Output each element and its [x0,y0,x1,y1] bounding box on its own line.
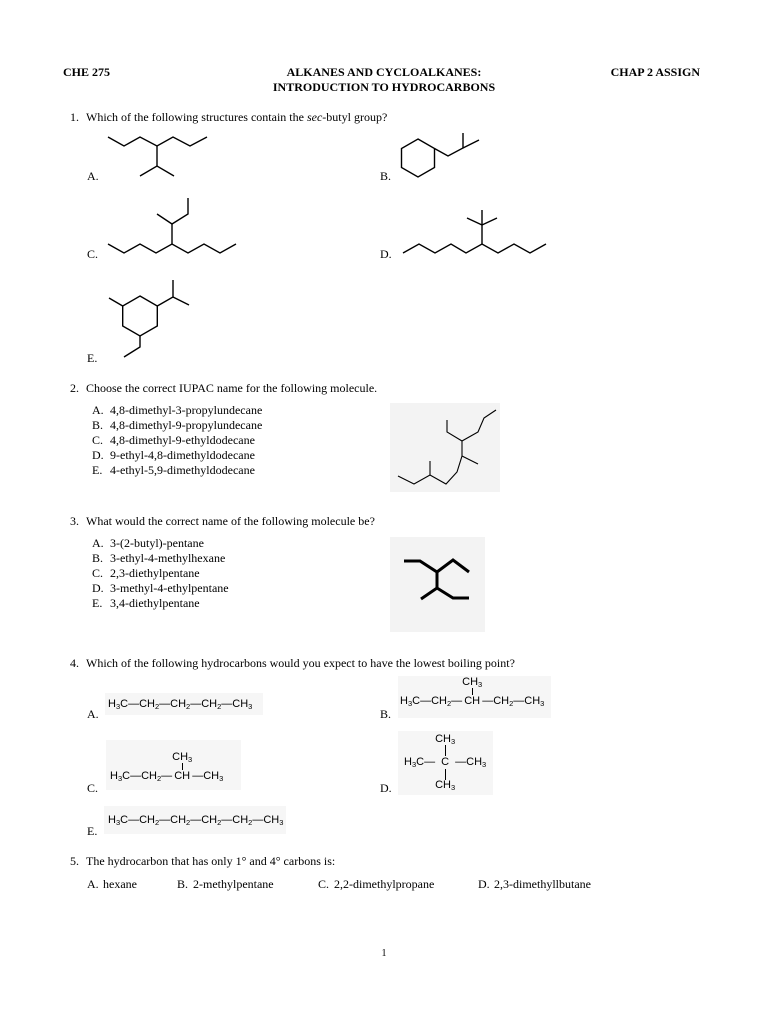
structure-c-drawing [100,193,242,260]
question-2 [70,381,377,395]
option-text: 4,8-dimethyl-3-propylundecane [110,403,263,417]
choice-label-d: D. [380,247,392,261]
subscript: 3 [279,818,284,827]
option-label: A. [92,536,104,550]
question-number: 5. [70,854,79,868]
question-text: What would the correct name of the following molecule be? [86,514,375,528]
option-label: C. [92,566,104,580]
option-text: 9-ethyl-4,8-dimethyldodecane [110,448,255,462]
choice-label-d: D. [380,781,392,795]
branch-methyl-top: $CH_3$ [435,733,456,746]
option-label: A. [92,403,104,417]
structure-a-drawing [100,128,215,185]
option-label: B. [92,418,104,432]
bond [140,166,174,176]
question-4 [70,656,515,670]
title-line-2: INTRODUCTION TO HYDROCARBONS [272,80,496,94]
bond [157,280,173,306]
bond [404,560,469,572]
question-5 [70,854,335,868]
structure-d-drawing [398,205,550,262]
option-label: E. [92,596,103,610]
choice-label-c: C. [87,781,99,795]
branch-methyl-top: $CH_3$ [172,751,193,764]
question-text: Which of the following structures contain the [86,110,307,124]
option-text: hexane [103,877,137,891]
condensed-formula: $H_3C—CH_2—CH_2—CH_2—CH_3$ [108,698,253,711]
subscript: 3 [411,760,417,769]
structure-e-drawing [104,272,195,362]
bond [124,336,140,357]
option-text: 3-(2-butyl)-pentane [110,536,204,550]
option-e [92,463,255,477]
bond [108,244,236,253]
formula-d [398,731,493,795]
subscript: 3 [248,702,253,711]
chain-left: $H_3C—CH_2—$ [400,695,463,708]
bond [463,140,479,148]
question-text: Which of the following hydrocarbons would you expect to have the lowest boiling point? [86,656,515,670]
bond [447,420,462,441]
chain-center: C [441,756,450,768]
option-text: 4,8-dimethyl-9-propylundecane [110,418,263,432]
subscript: 3 [115,702,121,711]
course-code: CHE 275 [63,65,111,79]
subscript: 3 [117,774,123,783]
option-a [92,536,204,550]
formula-grid [404,734,486,791]
choice-label-a: A. [87,707,99,721]
choice-label-e: E. [87,824,98,838]
option-b [92,418,262,432]
molecule-drawing [390,537,485,632]
option-text: 3,4-diethylpentane [110,596,200,610]
bond [435,133,464,156]
bond-vertical [472,688,473,695]
option-c [318,877,434,891]
question-1 [70,110,387,124]
option-c [92,433,255,447]
molecule-image-q3 [390,537,485,632]
chain-center: CH [464,695,481,707]
option-label: D. [92,448,104,462]
subscript: 3 [188,755,193,764]
choice-label-c: C. [87,247,99,261]
option-text: 3-ethyl-4-methylhexane [110,551,226,565]
option-e [92,596,200,610]
question-number: 3. [70,514,79,528]
bond [173,297,189,305]
chain-left: $H_3C—$ [404,756,436,769]
option-c [92,566,200,580]
subscript: 2 [446,699,452,708]
chain-right: $—CH_3$ [455,756,487,769]
question-number: 2. [70,381,79,395]
option-d [92,448,255,462]
question-text: Choose the correct IUPAC name for the following molecule. [86,381,378,395]
ring [402,139,435,177]
subscript: 2 [509,699,514,708]
option-label: E. [92,463,103,477]
formula-b [398,676,551,718]
option-text: 3-methyl-4-ethylpentane [110,581,229,595]
option-label: B. [92,551,104,565]
choice-label-b: B. [380,169,392,183]
option-label: C. [92,433,104,447]
option-text: 2,2-dimethylpropane [334,877,435,891]
bond [421,588,469,599]
option-label: D. [92,581,104,595]
ring [123,296,158,336]
question-number: 1. [70,110,79,124]
option-text: 4-ethyl-5,9-dimethyldodecane [110,463,255,477]
question-number: 4. [70,656,79,670]
option-label: C. [318,877,330,891]
formula-c [106,740,241,790]
choice-label-b: B. [380,707,392,721]
subscript: 3 [478,680,483,689]
option-d [92,581,229,595]
subscript: 2 [154,818,160,827]
subscript: 3 [482,760,487,769]
subscript: 3 [540,699,545,708]
chain-right: $—CH_3$ [192,770,224,783]
option-text: 4,8-dimethyl-9-ethyldodecane [110,433,255,447]
formula-e [104,806,286,834]
subscript: 3 [219,774,224,783]
option-label: B. [177,877,189,891]
subscript: 3 [450,783,456,792]
subscript: 2 [248,818,253,827]
page-number: 1 [381,948,387,959]
subscript: 2 [217,818,222,827]
option-text: 2,3-diethylpentane [110,566,200,580]
choice-label-e: E. [87,351,98,365]
bond [108,137,207,146]
molecule-image-q2 [390,403,500,492]
subscript: 2 [156,774,162,783]
choice-label-a: A. [87,169,99,183]
condensed-formula: $H_3C—CH_2—CH_2—CH_2—CH_2—CH_3$ [108,814,284,827]
bond-vertical [182,763,183,770]
option-a [92,403,262,417]
option-text: 2-methylpentane [193,877,274,891]
subscript: 2 [186,702,191,711]
molecule-drawing [390,403,500,492]
option-a [87,877,137,891]
option-b [177,877,274,891]
subscript: 2 [217,702,222,711]
formula-grid [110,752,223,783]
question-text: The hydrocarbon that has only 1° and 4° carbons is: [86,854,336,868]
question-text-end: -butyl group? [322,110,388,124]
subscript: 2 [154,702,160,711]
bond [403,244,546,253]
structure-b-drawing [396,128,485,185]
branch-methyl-bottom: $CH_3$ [435,779,456,792]
chain-center: CH [174,770,191,782]
option-label: D. [478,877,490,891]
subscript: 3 [450,737,456,746]
title-line-1: ALKANES AND CYCLOALKANES: [286,65,482,79]
question-text-italic: sec [306,110,323,124]
option-d [478,877,591,891]
formula-a [105,693,263,715]
option-label: A. [87,877,99,891]
option-b [92,551,225,565]
chain-right: $—CH_2—CH_3$ [482,695,545,708]
bond [462,456,478,464]
chain-left: $H_3C—CH_2—$ [110,770,173,783]
bond [157,198,188,224]
subscript: 2 [186,818,191,827]
assignment-label: CHAP 2 ASSIGN [610,65,700,79]
bond [109,298,123,306]
formula-grid [400,677,544,708]
option-text: 2,3-dimethyllbutane [494,877,591,891]
question-3 [70,514,375,528]
branch-methyl-top: $CH_3$ [462,676,483,689]
subscript: 3 [407,699,413,708]
bond-vertical [445,745,446,756]
subscript: 3 [115,818,121,827]
